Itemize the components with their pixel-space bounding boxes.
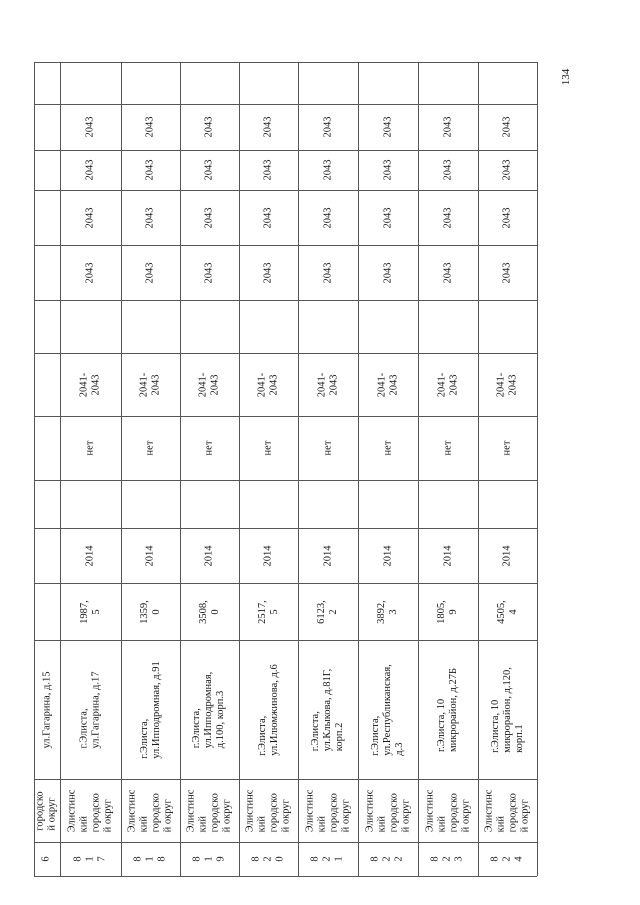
cell-year <box>239 528 298 583</box>
cell-num-text: 8 2 2 <box>370 856 405 862</box>
cell-district <box>239 779 298 842</box>
cell-top-num <box>34 842 60 876</box>
cell-year <box>298 528 358 583</box>
cell-y2-text: 2043 <box>203 207 215 228</box>
cell-need-text: нет <box>203 440 215 456</box>
cell-address-text: г.Элиста, ул.Ипподромная, д.91 <box>138 660 162 759</box>
cell-y1 <box>121 245 180 300</box>
cell-period-text: 2041- 2043 <box>316 372 339 397</box>
cell-need-text: нет <box>262 440 274 456</box>
cell-address <box>239 640 298 779</box>
cell-y2-text: 2043 <box>144 207 156 228</box>
cell-district <box>478 779 537 842</box>
cell-top-district-text: городско й округ <box>35 790 59 831</box>
cell-address <box>418 640 478 779</box>
cell-period-text: 2041- 2043 <box>376 372 399 397</box>
cell-y1-text: 2043 <box>382 262 393 283</box>
cell-y4 <box>60 104 121 150</box>
cell-year-text: 2014 <box>262 545 274 566</box>
cell-num-text: 8 2 1 <box>310 856 345 862</box>
cell-num-text: 8 1 9 <box>191 856 227 862</box>
cell-y1-text: 2043 <box>144 262 156 283</box>
cell-address <box>180 640 239 779</box>
cell-y4-text: 2043 <box>501 116 513 138</box>
cell-need-text: нет <box>322 440 333 456</box>
cell-y3 <box>358 150 418 190</box>
cell-num <box>418 842 478 876</box>
cell-y4 <box>478 104 537 150</box>
cell-area <box>180 583 239 640</box>
cell-address-text: г.Элиста, ул.Ипподромная, д.100, корп.3 <box>191 671 227 748</box>
cell-address-text: г.Элиста, ул.Клыкова, д.81Г, корп.2 <box>310 668 346 751</box>
cell-y3 <box>239 150 298 190</box>
cell-district-text: Элистинс кий городско й округ <box>185 789 233 832</box>
cell-y3-text: 2043 <box>382 159 393 181</box>
cell-address-text: г.Элиста, ул.Республиканская, д.3 <box>370 663 406 756</box>
cell-y4 <box>418 104 478 150</box>
cell-y1 <box>358 245 418 300</box>
cell-district-text: Элистинс кий городско й округ <box>424 789 471 832</box>
cell-y2 <box>121 190 180 245</box>
cell-y4-text: 2043 <box>262 116 274 138</box>
cell-y3-text: 2043 <box>322 159 333 181</box>
cell-num <box>298 842 358 876</box>
cell-y2 <box>239 190 298 245</box>
cell-period <box>121 353 180 416</box>
cell-period <box>239 353 298 416</box>
cell-period-text: 2041- 2043 <box>436 372 459 397</box>
cell-period-text: 2041- 2043 <box>197 372 221 397</box>
cell-address <box>298 640 358 779</box>
cell-y1-text: 2043 <box>501 262 513 283</box>
cell-y3 <box>180 150 239 190</box>
cell-num-text: 8 1 8 <box>132 856 168 862</box>
cell-y3-text: 2043 <box>442 159 453 181</box>
cell-area <box>121 583 180 640</box>
table-vline <box>537 62 538 876</box>
cell-top-address <box>34 640 60 779</box>
cell-district <box>121 779 180 842</box>
cell-need <box>60 416 121 480</box>
cell-y2 <box>478 190 537 245</box>
cell-y4-text: 2043 <box>84 116 96 138</box>
cell-address <box>60 640 121 779</box>
cell-district-text: Элистинс кий городско й округ <box>483 789 531 832</box>
cell-y2 <box>60 190 121 245</box>
cell-period <box>298 353 358 416</box>
cell-num-text: 8 2 3 <box>430 856 465 862</box>
cell-year <box>60 528 121 583</box>
cell-year <box>121 528 180 583</box>
cell-need-text: нет <box>442 440 453 456</box>
cell-y1 <box>239 245 298 300</box>
cell-need-text: нет <box>84 440 96 456</box>
cell-y3-text: 2043 <box>84 159 96 181</box>
cell-year-text: 2014 <box>144 545 156 566</box>
cell-need <box>478 416 537 480</box>
cell-need-text: нет <box>144 440 156 456</box>
cell-y4-text: 2043 <box>144 116 156 138</box>
cell-y3-text: 2043 <box>203 159 215 181</box>
cell-area-text: 4505, 4 <box>495 599 519 624</box>
cell-num <box>478 842 537 876</box>
cell-y1-text: 2043 <box>322 262 333 283</box>
cell-y3-text: 2043 <box>501 159 513 181</box>
cell-y2 <box>298 190 358 245</box>
cell-year <box>418 528 478 583</box>
cell-district-text: Элистинс кий городско й округ <box>304 789 351 832</box>
cell-area-text: 2517, 5 <box>256 599 280 624</box>
cell-num <box>60 842 121 876</box>
cell-y4 <box>180 104 239 150</box>
cell-area <box>478 583 537 640</box>
cell-district-text: Элистинс кий городско й округ <box>364 789 411 832</box>
cell-period-text: 2041- 2043 <box>256 372 280 397</box>
cell-year <box>478 528 537 583</box>
cell-district <box>60 779 121 842</box>
cell-district <box>418 779 478 842</box>
cell-y4 <box>298 104 358 150</box>
cell-y2 <box>418 190 478 245</box>
cell-period <box>180 353 239 416</box>
cell-area <box>239 583 298 640</box>
cell-y1 <box>478 245 537 300</box>
cell-address <box>478 640 537 779</box>
cell-y4-text: 2043 <box>203 116 215 138</box>
cell-y2-text: 2043 <box>382 207 393 228</box>
cell-need <box>180 416 239 480</box>
cell-period-text: 2041- 2043 <box>138 372 162 397</box>
cell-district <box>298 779 358 842</box>
cell-year-text: 2014 <box>322 545 333 566</box>
cell-y3 <box>478 150 537 190</box>
cell-address-text: г.Элиста, ул.Гагарина, д.17 <box>78 671 102 748</box>
cell-need <box>121 416 180 480</box>
cell-y3 <box>121 150 180 190</box>
cell-y2 <box>358 190 418 245</box>
cell-num <box>358 842 418 876</box>
cell-y3 <box>60 150 121 190</box>
table-hline <box>34 300 537 301</box>
cell-y1-text: 2043 <box>84 262 96 283</box>
cell-y1-text: 2043 <box>442 262 453 283</box>
cell-area-text: 1359, 0 <box>138 599 162 624</box>
cell-area <box>298 583 358 640</box>
cell-y2-text: 2043 <box>84 207 96 228</box>
cell-district <box>180 779 239 842</box>
cell-num-text: 8 2 0 <box>250 856 286 862</box>
cell-top-num-text: 6 <box>41 856 52 862</box>
cell-area-text: 3892, 3 <box>376 599 399 624</box>
cell-y2-text: 2043 <box>501 207 513 228</box>
cell-address <box>358 640 418 779</box>
cell-area-text: 3508, 0 <box>197 599 221 624</box>
cell-address-text: г.Элиста, ул.Илюмжинова, д.6 <box>256 663 280 756</box>
cell-y2-text: 2043 <box>322 207 333 228</box>
cell-district-text: Элистинс кий городско й округ <box>244 789 292 832</box>
cell-address-text: г.Элиста, 10 микрорайон, д.27Б <box>436 667 460 752</box>
page-number-text: 134 <box>560 68 572 86</box>
cell-period <box>478 353 537 416</box>
cell-top-district <box>34 779 60 842</box>
cell-y2 <box>180 190 239 245</box>
cell-year-text: 2014 <box>501 545 513 566</box>
cell-need <box>298 416 358 480</box>
cell-y4 <box>239 104 298 150</box>
cell-y3 <box>418 150 478 190</box>
cell-y3-text: 2043 <box>144 159 156 181</box>
table-hline <box>34 62 537 63</box>
cell-year-text: 2014 <box>203 545 215 566</box>
cell-need-text: нет <box>501 440 513 456</box>
cell-need <box>418 416 478 480</box>
cell-period-text: 2041- 2043 <box>78 372 102 397</box>
cell-y4-text: 2043 <box>442 116 453 138</box>
cell-num <box>239 842 298 876</box>
cell-district-text: Элистинс кий городско й округ <box>126 789 174 832</box>
cell-year-text: 2014 <box>84 545 96 566</box>
cell-y4-text: 2043 <box>322 116 333 138</box>
cell-y2-text: 2043 <box>262 207 274 228</box>
cell-period <box>60 353 121 416</box>
table-hline <box>34 480 537 481</box>
cell-num <box>121 842 180 876</box>
cell-area <box>60 583 121 640</box>
cell-y4 <box>358 104 418 150</box>
cell-need-text: нет <box>382 440 393 456</box>
cell-y2-text: 2043 <box>442 207 453 228</box>
cell-need <box>239 416 298 480</box>
cell-y1-text: 2043 <box>262 262 274 283</box>
cell-num-text: 8 1 7 <box>72 856 108 862</box>
cell-district-text: Элистинс кий городско й округ <box>66 789 114 832</box>
cell-address-text: г.Элиста, 10 микрорайон, д.120, корп.1 <box>489 666 525 753</box>
cell-y4-text: 2043 <box>382 116 393 138</box>
cell-y4 <box>121 104 180 150</box>
cell-area-text: 1987, 5 <box>78 599 102 624</box>
cell-y1-text: 2043 <box>203 262 215 283</box>
cell-area-text: 1805, 9 <box>436 599 459 624</box>
cell-period <box>418 353 478 416</box>
cell-need <box>358 416 418 480</box>
cell-period-text: 2041- 2043 <box>495 372 519 397</box>
cell-year-text: 2014 <box>382 545 393 566</box>
cell-district <box>358 779 418 842</box>
cell-year-text: 2014 <box>442 545 453 566</box>
cell-area <box>358 583 418 640</box>
cell-year <box>358 528 418 583</box>
cell-address <box>121 640 180 779</box>
cell-y3-text: 2043 <box>262 159 274 181</box>
cell-num-text: 8 2 4 <box>489 856 525 862</box>
cell-year <box>180 528 239 583</box>
cell-y1 <box>60 245 121 300</box>
cell-y1 <box>418 245 478 300</box>
cell-area <box>418 583 478 640</box>
cell-top-address-text: ул.Гагарина, д.15 <box>41 671 52 748</box>
cell-y3 <box>298 150 358 190</box>
cell-y1 <box>298 245 358 300</box>
cell-y1 <box>180 245 239 300</box>
cell-area-text: 6123, 2 <box>316 599 339 624</box>
cell-num <box>180 842 239 876</box>
cell-period <box>358 353 418 416</box>
table-hline <box>34 876 537 877</box>
